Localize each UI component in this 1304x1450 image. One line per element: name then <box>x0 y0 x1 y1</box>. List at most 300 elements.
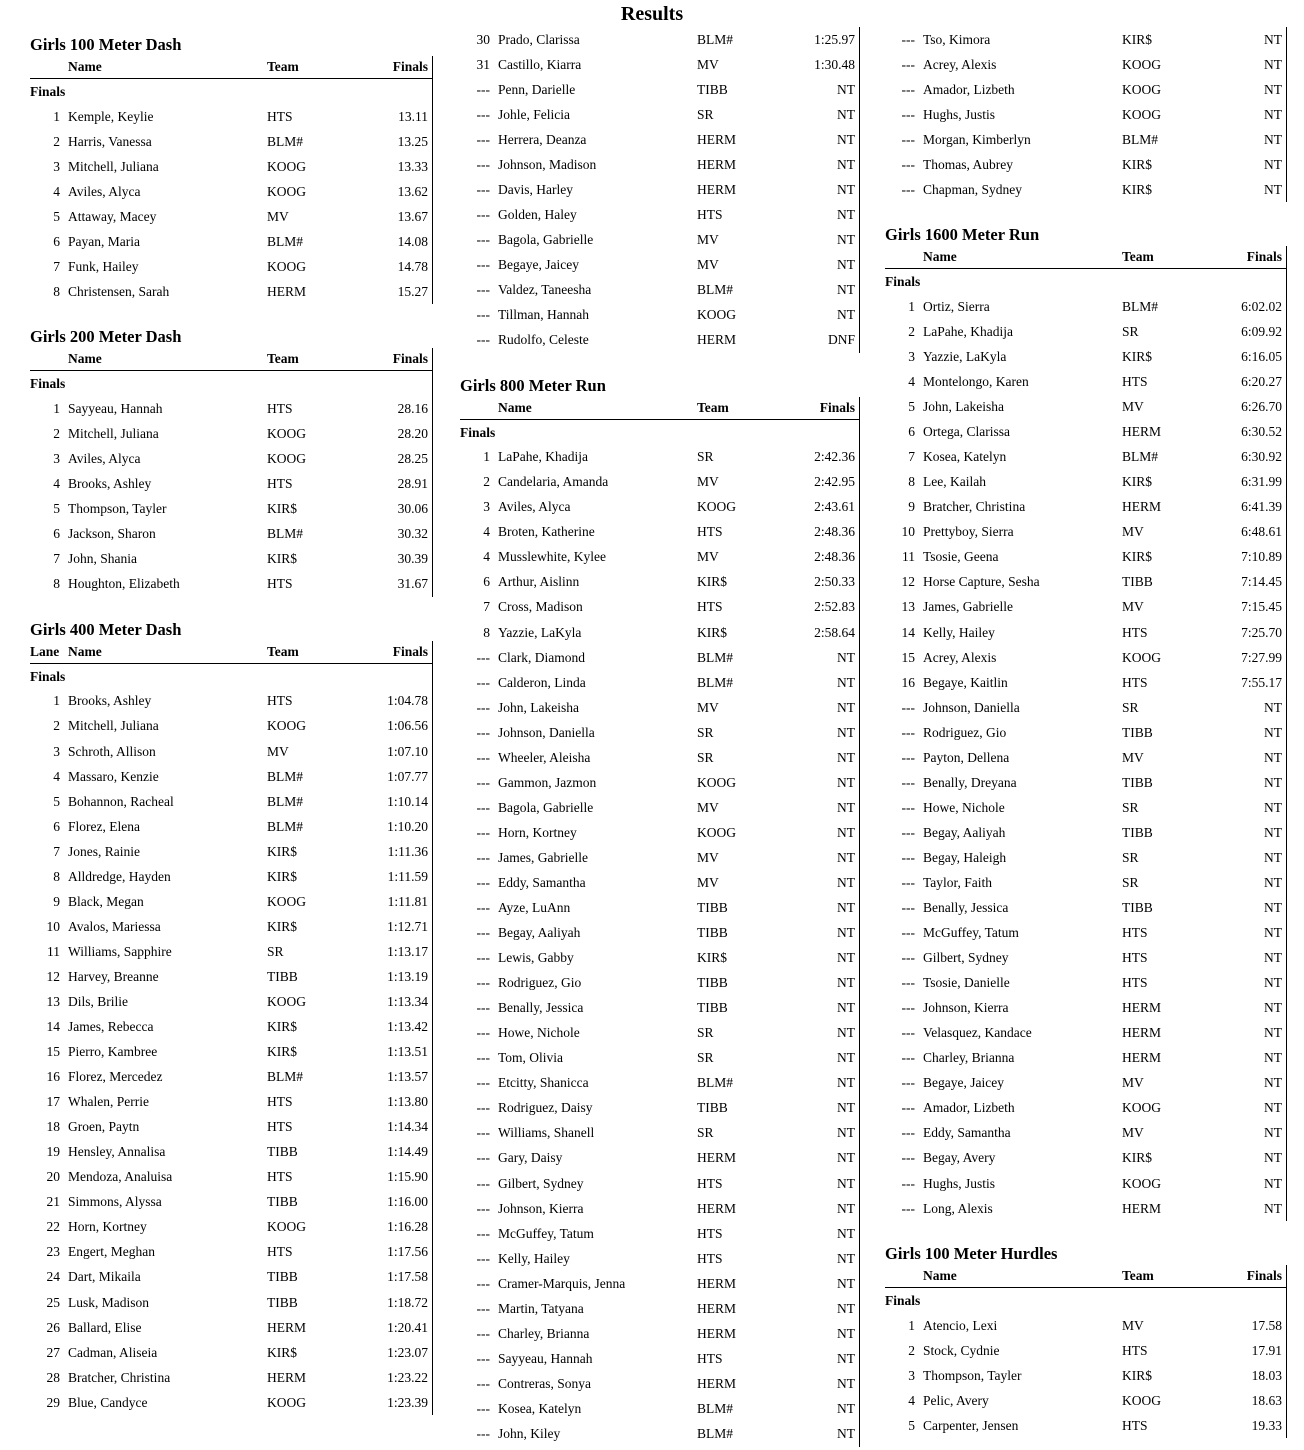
team-cell: HERM <box>697 1300 737 1316</box>
finals-cell: NT <box>1264 824 1282 840</box>
athlete-name-cell: Kelly, Hailey <box>923 624 995 640</box>
place-cell: 6 <box>908 424 915 440</box>
team-cell: KIR$ <box>1122 474 1152 490</box>
finals-cell: NT <box>1264 1150 1282 1166</box>
finals-cell: 1:23.22 <box>387 1369 428 1385</box>
result-row <box>460 795 859 820</box>
result-row <box>460 1371 859 1396</box>
team-cell: TIBB <box>697 900 728 916</box>
athlete-name-cell: Arthur, Aislinn <box>498 574 580 590</box>
header-name: Name <box>68 351 102 367</box>
team-cell: HTS <box>267 108 293 124</box>
finals-cell: 19.33 <box>1251 1417 1282 1433</box>
place-cell: 22 <box>46 1219 60 1235</box>
place-cell: 3 <box>483 499 490 515</box>
finals-cell: NT <box>837 281 855 297</box>
finals-cell: 1:13.19 <box>387 968 428 984</box>
finals-cell: NT <box>1264 799 1282 815</box>
finals-cell: 15.27 <box>397 283 428 299</box>
place-cell: --- <box>901 81 915 97</box>
athlete-name-cell: Contreras, Sonya <box>498 1375 591 1391</box>
team-cell: KOOG <box>1122 1100 1161 1116</box>
results-table <box>460 27 860 353</box>
header-team: Team <box>267 351 299 367</box>
team-cell: KOOG <box>1122 649 1161 665</box>
finals-cell: NT <box>837 649 855 665</box>
finals-cell: DNF <box>827 332 855 348</box>
finals-cell: 28.20 <box>397 426 428 442</box>
team-cell: HTS <box>1122 1417 1148 1433</box>
athlete-name-cell: James, Gabrielle <box>923 599 1013 615</box>
team-cell: BLM# <box>267 1069 304 1085</box>
place-cell: 4 <box>908 374 915 390</box>
place-cell: --- <box>901 1000 915 1016</box>
athlete-name-cell: Benally, Jessica <box>923 900 1009 916</box>
result-row <box>30 179 432 204</box>
result-row <box>885 745 1286 770</box>
result-row <box>885 570 1286 595</box>
team-cell: MV <box>1122 524 1144 540</box>
athlete-name-cell: Begay, Avery <box>923 1150 996 1166</box>
place-cell: 5 <box>53 793 60 809</box>
finals-cell: 6:02.02 <box>1241 298 1282 314</box>
place-cell: --- <box>476 1100 490 1116</box>
athlete-name-cell: Ortega, Clarissa <box>923 424 1010 440</box>
result-row <box>30 889 432 914</box>
finals-cell: NT <box>837 156 855 172</box>
place-cell: 5 <box>908 1417 915 1433</box>
team-cell: BLM# <box>697 1075 734 1091</box>
athlete-name-cell: Gammon, Jazmon <box>498 774 597 790</box>
place-cell: --- <box>476 1400 490 1416</box>
team-cell: KOOG <box>267 258 306 274</box>
finals-cell: NT <box>1264 56 1282 72</box>
team-cell: MV <box>697 549 719 565</box>
place-cell: 2 <box>908 323 915 339</box>
athlete-name-cell: Lusk, Madison <box>68 1294 149 1310</box>
place-cell: 19 <box>46 1144 60 1160</box>
athlete-name-cell: Herrera, Deanza <box>498 131 587 147</box>
result-row <box>30 1240 432 1265</box>
athlete-name-cell: Williams, Shanell <box>498 1125 595 1141</box>
team-cell: KIR$ <box>1122 1367 1152 1383</box>
athlete-name-cell: Gilbert, Sydney <box>923 950 1009 966</box>
team-cell: MV <box>697 699 719 715</box>
team-cell: SR <box>697 724 714 740</box>
finals-cell: NT <box>837 674 855 690</box>
athlete-name-cell: Bratcher, Christina <box>68 1369 171 1385</box>
team-cell: KIR$ <box>267 843 297 859</box>
team-cell: KOOG <box>1122 81 1161 97</box>
result-row <box>885 620 1286 645</box>
place-cell: --- <box>901 131 915 147</box>
finals-cell: NT <box>837 1275 855 1291</box>
result-row <box>460 1421 859 1446</box>
result-row <box>460 77 859 102</box>
place-cell: --- <box>901 31 915 47</box>
place-cell: 4 <box>908 1392 915 1408</box>
result-row <box>460 1296 859 1321</box>
finals-cell: NT <box>1264 1025 1282 1041</box>
result-row <box>460 1146 859 1171</box>
result-row <box>885 1313 1286 1338</box>
place-cell: --- <box>476 950 490 966</box>
result-row <box>30 104 432 129</box>
result-row <box>885 1046 1286 1071</box>
team-cell: MV <box>697 231 719 247</box>
finals-cell: NT <box>1264 106 1282 122</box>
team-cell: TIBB <box>1122 574 1153 590</box>
result-row <box>885 795 1286 820</box>
athlete-name-cell: Howe, Nichole <box>923 799 1005 815</box>
athlete-name-cell: Payton, Dellena <box>923 749 1010 765</box>
place-cell: --- <box>476 975 490 991</box>
result-row <box>460 470 859 495</box>
team-cell: MV <box>1122 599 1144 615</box>
athlete-name-cell: Pelic, Avery <box>923 1392 989 1408</box>
result-row <box>30 1165 432 1190</box>
athlete-name-cell: Wheeler, Aleisha <box>498 749 591 765</box>
finals-cell: 6:30.52 <box>1241 424 1282 440</box>
finals-cell: 7:15.45 <box>1241 599 1282 615</box>
header-name: Name <box>498 399 532 415</box>
finals-cell: 30.06 <box>397 501 428 517</box>
team-cell: TIBB <box>697 1000 728 1016</box>
athlete-name-cell: Martin, Tatyana <box>498 1300 584 1316</box>
header-team: Team <box>697 399 729 415</box>
finals-cell: 2:42.95 <box>814 474 855 490</box>
team-cell: SR <box>697 749 714 765</box>
event-block <box>460 375 860 1447</box>
athlete-name-cell: Begaye, Kaitlin <box>923 674 1008 690</box>
result-row <box>460 27 859 52</box>
place-cell: 6 <box>483 574 490 590</box>
place-cell: --- <box>476 774 490 790</box>
place-cell: 12 <box>901 574 915 590</box>
finals-cell: 18.03 <box>1251 1367 1282 1383</box>
finals-cell: 1:17.58 <box>387 1269 428 1285</box>
event-title: Girls 100 Meter Hurdles <box>885 1244 1058 1264</box>
result-row <box>885 495 1286 520</box>
place-cell: 10 <box>46 918 60 934</box>
athlete-name-cell: Pierro, Kambree <box>68 1044 158 1060</box>
team-cell: HTS <box>267 476 293 492</box>
place-cell: --- <box>476 1300 490 1316</box>
place-cell: --- <box>476 674 490 690</box>
result-row <box>30 1090 432 1115</box>
finals-cell: 17.58 <box>1251 1317 1282 1333</box>
finals-cell: NT <box>837 1300 855 1316</box>
athlete-name-cell: John, Kiley <box>498 1426 561 1441</box>
athlete-name-cell: Atencio, Lexi <box>923 1317 998 1333</box>
athlete-name-cell: Simmons, Alyssa <box>68 1194 162 1210</box>
finals-cell: 1:04.78 <box>387 693 428 709</box>
athlete-name-cell: Rodriguez, Gio <box>923 724 1007 740</box>
finals-cell: 1:14.49 <box>387 1144 428 1160</box>
place-cell: 4 <box>53 183 60 199</box>
header-team: Team <box>1122 1268 1154 1284</box>
result-row <box>885 520 1286 545</box>
place-cell: 4 <box>483 524 490 540</box>
athlete-name-cell: Alldredge, Hayden <box>68 868 171 884</box>
athlete-name-cell: Florez, Elena <box>68 818 140 834</box>
team-cell: HTS <box>697 1225 723 1241</box>
athlete-name-cell: Begaye, Jaicey <box>923 1075 1004 1091</box>
athlete-name-cell: Clark, Diamond <box>498 649 585 665</box>
team-cell: KIR$ <box>1122 1150 1152 1166</box>
result-row <box>460 1221 859 1246</box>
place-cell: 8 <box>53 576 60 592</box>
result-row <box>460 946 859 971</box>
team-cell: HTS <box>1122 925 1148 941</box>
finals-cell: 6:16.05 <box>1241 348 1282 364</box>
result-row <box>460 896 859 921</box>
team-cell: KOOG <box>697 307 736 323</box>
place-cell: 24 <box>46 1269 60 1285</box>
finals-cell: NT <box>837 1025 855 1041</box>
place-cell: --- <box>901 1050 915 1066</box>
team-cell: BLM# <box>697 649 734 665</box>
athlete-name-cell: Cramer-Marquis, Jenna <box>498 1275 626 1291</box>
result-row <box>460 1321 859 1346</box>
finals-cell: 1:30.48 <box>814 56 855 72</box>
team-cell: TIBB <box>697 975 728 991</box>
finals-cell: 13.62 <box>397 183 428 199</box>
finals-cell: 1:17.56 <box>387 1244 428 1260</box>
result-row <box>885 1388 1286 1413</box>
finals-cell: 1:10.20 <box>387 818 428 834</box>
team-cell: BLM# <box>267 233 304 249</box>
finals-cell: 18.63 <box>1251 1392 1282 1408</box>
finals-cell: 1:13.51 <box>387 1044 428 1060</box>
athlete-name-cell: Tom, Olivia <box>498 1050 564 1066</box>
finals-cell: NT <box>1264 1075 1282 1091</box>
finals-cell: NT <box>837 699 855 715</box>
place-cell: --- <box>476 156 490 172</box>
finals-cell: NT <box>837 874 855 890</box>
result-row <box>885 1196 1286 1221</box>
team-cell: HTS <box>267 576 293 592</box>
result-row <box>30 1290 432 1315</box>
finals-section-label: Finals <box>30 376 66 392</box>
team-cell: MV <box>697 874 719 890</box>
place-cell: 14 <box>46 1019 60 1035</box>
result-row <box>460 745 859 770</box>
place-cell: 13 <box>46 993 60 1009</box>
athlete-name-cell: Candelaria, Amanda <box>498 474 609 490</box>
place-cell: --- <box>901 56 915 72</box>
table-header-row <box>885 1265 1286 1288</box>
athlete-name-cell: Penn, Darielle <box>498 81 576 97</box>
event-block <box>885 224 1287 1221</box>
team-cell: HERM <box>1122 1025 1162 1041</box>
finals-cell: NT <box>837 81 855 97</box>
team-cell: HTS <box>697 1175 723 1191</box>
team-cell: KOOG <box>1122 106 1161 122</box>
team-cell: KOOG <box>267 158 306 174</box>
team-cell: MV <box>697 849 719 865</box>
team-cell: BLM# <box>697 674 734 690</box>
athlete-name-cell: Cross, Madison <box>498 599 583 615</box>
finals-cell: 2:48.36 <box>814 524 855 540</box>
results-column-1 <box>30 0 433 1415</box>
team-cell: SR <box>1122 874 1139 890</box>
place-cell: --- <box>901 925 915 941</box>
place-cell: 15 <box>46 1044 60 1060</box>
athlete-name-cell: Rodriguez, Daisy <box>498 1100 593 1116</box>
place-cell: --- <box>901 774 915 790</box>
result-row <box>30 914 432 939</box>
place-cell: --- <box>476 131 490 147</box>
result-row <box>30 497 432 522</box>
finals-cell: 28.16 <box>397 400 428 416</box>
place-cell: --- <box>901 1075 915 1091</box>
athlete-name-cell: Williams, Sapphire <box>68 943 172 959</box>
athlete-name-cell: Brooks, Ashley <box>68 476 152 492</box>
result-row <box>460 1021 859 1046</box>
result-row <box>30 1040 432 1065</box>
result-row <box>460 277 859 302</box>
result-row <box>460 820 859 845</box>
result-row <box>885 946 1286 971</box>
result-row <box>460 52 859 77</box>
team-cell: BLM# <box>697 281 734 297</box>
place-cell: 21 <box>46 1194 60 1210</box>
result-row <box>460 1121 859 1146</box>
result-row <box>885 670 1286 695</box>
finals-cell: 13.11 <box>398 108 428 124</box>
team-cell: KIR$ <box>1122 156 1152 172</box>
team-cell: KIR$ <box>267 868 297 884</box>
place-cell: --- <box>476 649 490 665</box>
finals-cell: NT <box>837 1225 855 1241</box>
result-row <box>460 177 859 202</box>
place-cell: 4 <box>53 768 60 784</box>
finals-cell: NT <box>1264 774 1282 790</box>
finals-cell: 1:18.72 <box>387 1294 428 1310</box>
athlete-name-cell: Horn, Kortney <box>498 824 577 840</box>
finals-cell: 13.33 <box>397 158 428 174</box>
result-row <box>30 396 432 421</box>
place-cell: 7 <box>53 843 60 859</box>
place-cell: 6 <box>53 818 60 834</box>
team-cell: HERM <box>697 1150 737 1166</box>
place-cell: 27 <box>46 1344 60 1360</box>
place-cell: 3 <box>53 158 60 174</box>
place-cell: --- <box>476 181 490 197</box>
event-block <box>885 1243 1287 1438</box>
team-cell: SR <box>697 449 714 465</box>
finals-cell: 31.67 <box>397 576 428 592</box>
athlete-name-cell: Engert, Meghan <box>68 1244 155 1260</box>
athlete-name-cell: Calderon, Linda <box>498 674 586 690</box>
team-cell: KIR$ <box>267 1344 297 1360</box>
place-cell: 30 <box>476 31 490 47</box>
table-header-row <box>30 56 432 79</box>
result-row <box>30 964 432 989</box>
finals-cell: NT <box>1264 1100 1282 1116</box>
place-cell: --- <box>476 699 490 715</box>
result-row <box>885 77 1286 102</box>
event-title: Girls 1600 Meter Run <box>885 225 1040 245</box>
finals-cell: NT <box>837 1175 855 1191</box>
team-cell: KOOG <box>267 426 306 442</box>
result-row <box>30 839 432 864</box>
athlete-name-cell: Prettyboy, Sierra <box>923 524 1014 540</box>
team-cell: SR <box>697 1025 714 1041</box>
athlete-name-cell: Tso, Kimora <box>923 31 991 47</box>
athlete-name-cell: Sayyeau, Hannah <box>68 400 163 416</box>
results-table <box>30 641 433 1415</box>
finals-cell: NT <box>1264 1125 1282 1141</box>
team-cell: HERM <box>697 131 737 147</box>
team-cell: KIR$ <box>1122 181 1152 197</box>
finals-cell: 1:11.81 <box>387 893 428 909</box>
athlete-name-cell: Long, Alexis <box>923 1200 993 1216</box>
result-row <box>30 989 432 1014</box>
place-cell: 4 <box>53 476 60 492</box>
result-row <box>885 1021 1286 1046</box>
place-cell: --- <box>476 1325 490 1341</box>
header-name: Name <box>68 643 102 659</box>
team-cell: HTS <box>267 1094 293 1110</box>
place-cell: --- <box>476 1350 490 1366</box>
place-cell: 5 <box>53 208 60 224</box>
team-cell: KOOG <box>267 718 306 734</box>
athlete-name-cell: Etcitty, Shanicca <box>498 1075 589 1091</box>
place-cell: 29 <box>46 1394 60 1410</box>
athlete-name-cell: Aviles, Alyca <box>68 451 141 467</box>
header-finals: Finals <box>392 643 428 659</box>
result-row <box>30 739 432 764</box>
team-cell: TIBB <box>267 1144 298 1160</box>
athlete-name-cell: Harris, Vanessa <box>68 133 152 149</box>
athlete-name-cell: Dils, Brilie <box>68 993 128 1009</box>
athlete-name-cell: Horse Capture, Sesha <box>923 574 1040 590</box>
finals-cell: 30.32 <box>397 526 428 542</box>
place-cell: 3 <box>908 348 915 364</box>
finals-cell: 7:10.89 <box>1241 549 1282 565</box>
place-cell: --- <box>901 849 915 865</box>
finals-cell: NT <box>837 799 855 815</box>
team-cell: HTS <box>697 1350 723 1366</box>
result-row <box>30 939 432 964</box>
team-cell: KIR$ <box>267 551 297 567</box>
finals-cell: NT <box>837 1250 855 1266</box>
finals-section-label: Finals <box>30 84 66 99</box>
team-cell: HTS <box>1122 674 1148 690</box>
athlete-name-cell: Velasquez, Kandace <box>923 1025 1032 1041</box>
place-cell: 5 <box>908 399 915 415</box>
athlete-name-cell: Johnson, Madison <box>498 156 597 172</box>
athlete-name-cell: McGuffey, Tatum <box>498 1225 594 1241</box>
result-row <box>885 319 1286 344</box>
finals-cell: NT <box>1264 900 1282 916</box>
place-cell: --- <box>901 1200 915 1216</box>
finals-cell: NT <box>837 1075 855 1091</box>
result-row <box>30 1140 432 1165</box>
result-row <box>30 1265 432 1290</box>
finals-cell: NT <box>837 181 855 197</box>
athlete-name-cell: Amador, Lizbeth <box>923 1100 1015 1116</box>
place-cell: --- <box>901 1175 915 1191</box>
athlete-name-cell: Payan, Maria <box>68 233 140 249</box>
athlete-name-cell: Johle, Felicia <box>498 106 570 122</box>
finals-cell: 17.91 <box>1251 1342 1282 1358</box>
finals-cell: 1:11.59 <box>387 868 428 884</box>
result-row <box>885 395 1286 420</box>
place-cell: --- <box>476 900 490 916</box>
